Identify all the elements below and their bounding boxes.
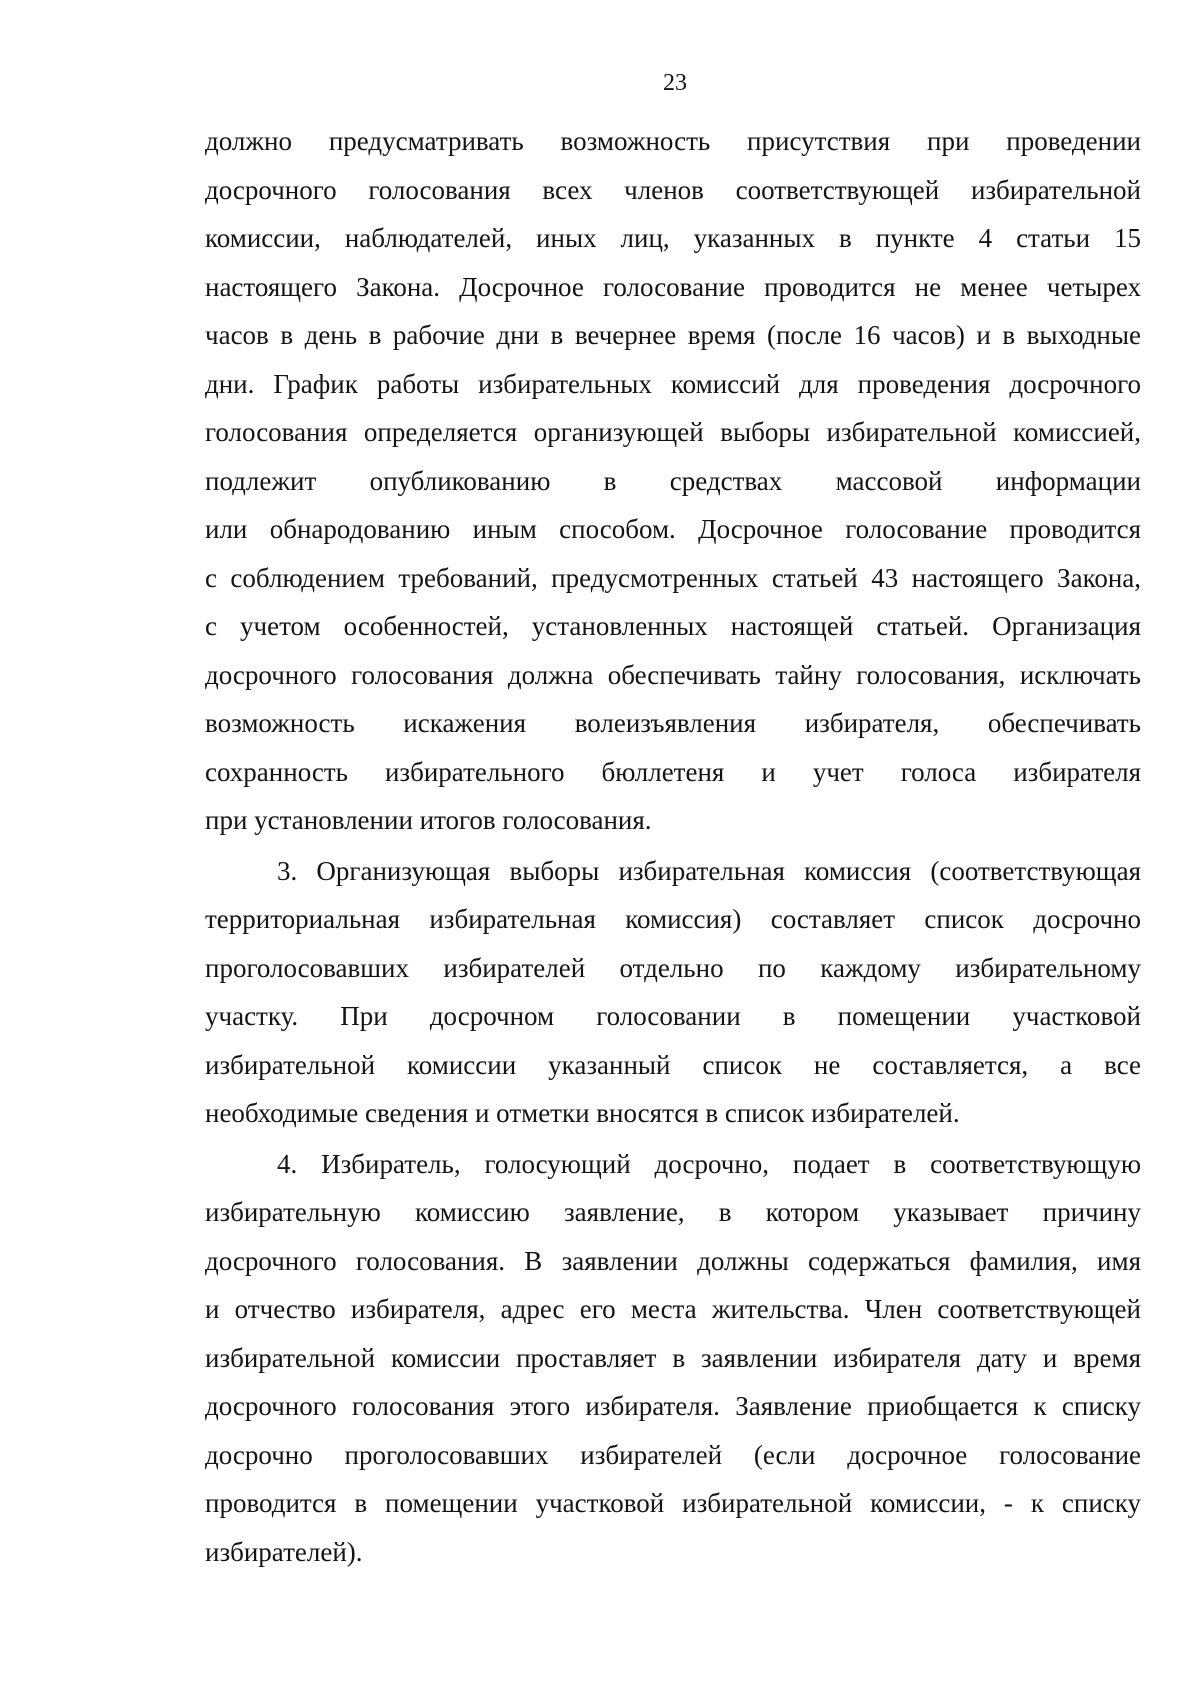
text-line: досрочного голосования. В заявлении должны содержаться фамилия, имя [205, 1245, 1141, 1276]
text-line: возможность искажения волеизъявления избирателя, обеспечивать [205, 708, 1141, 738]
paragraph [205, 117, 1141, 845]
text-line: и отчество избирателя, адрес его места жительства. Член соответствующей [205, 1294, 1141, 1324]
text-line: голосования определяется организующей выборы избирательной комиссией, [205, 417, 1141, 447]
text-line: сохранность избирательного бюллетеня и учет голоса избирателя [205, 756, 1141, 787]
text-line: подлежит опубликованию в средствах массовой информации [205, 465, 1141, 496]
text-line: проводится в помещении участковой избирательной комиссии, - к списку [205, 1488, 1141, 1518]
text-line: досрочного голосования всех членов соответствующей избирательной [205, 174, 1141, 205]
text-line: необходимые сведения и отметки вносятся в список избирателей. [205, 1098, 960, 1128]
text-line: избирательной комиссии указанный список не составляется, а все [205, 1049, 1141, 1080]
page-number: 23 [663, 70, 687, 96]
text-line: комиссии, наблюдателей, иных лиц, указанных в пункте 4 статьи 15 [205, 223, 1141, 253]
text-line: избирателей). [205, 1536, 363, 1567]
text-line: или обнародованию иным способом. Досрочное голосование проводится [205, 514, 1141, 544]
text-line: настоящего Закона. Досрочное голосование проводится не менее четырех [205, 271, 1141, 302]
text-line: территориальная избирательная комиссия) составляет список досрочно [205, 904, 1141, 934]
text-line: досрочного голосования этого избирателя. Заявление приобщается к списку [205, 1391, 1141, 1421]
paragraph [205, 847, 1141, 1138]
text-line: избирательной комиссии проставляет в заявлении избирателя дату и время [205, 1342, 1141, 1373]
text-line: дни. График работы избирательных комиссий для проведения досрочного [205, 368, 1141, 399]
paragraph [205, 1140, 1141, 1577]
text-line: 3. Организующая выборы избирательная комиссия (соответствующая [277, 855, 1141, 886]
body-text [205, 117, 1141, 1576]
text-line: с учетом особенностей, установленных настоящей статьей. Организация [205, 611, 1141, 641]
text-line: избирательную комиссию заявление, в котором указывает причину [205, 1197, 1141, 1227]
text-line: 4. Избиратель, голосующий досрочно, подает в соответствующую [277, 1148, 1141, 1179]
text-line: участку. При досрочном голосовании в помещении участковой [205, 1001, 1141, 1031]
text-line: досрочного голосования должна обеспечивать тайну голосования, исключать [205, 659, 1141, 690]
text-line: при установлении итогов голосования. [205, 805, 652, 835]
text-line: с соблюдением требований, предусмотренных статьей 43 настоящего Закона, [205, 562, 1141, 593]
text-line: проголосовавших избирателей отдельно по каждому избирательному [205, 952, 1141, 983]
text-line: часов в день в рабочие дни в вечернее время (после 16 часов) и в выходные [205, 320, 1141, 350]
text-line: досрочно проголосовавших избирателей (если досрочное голосование [205, 1439, 1141, 1470]
text-line: должно предусматривать возможность присутствия при проведении [205, 126, 1141, 156]
